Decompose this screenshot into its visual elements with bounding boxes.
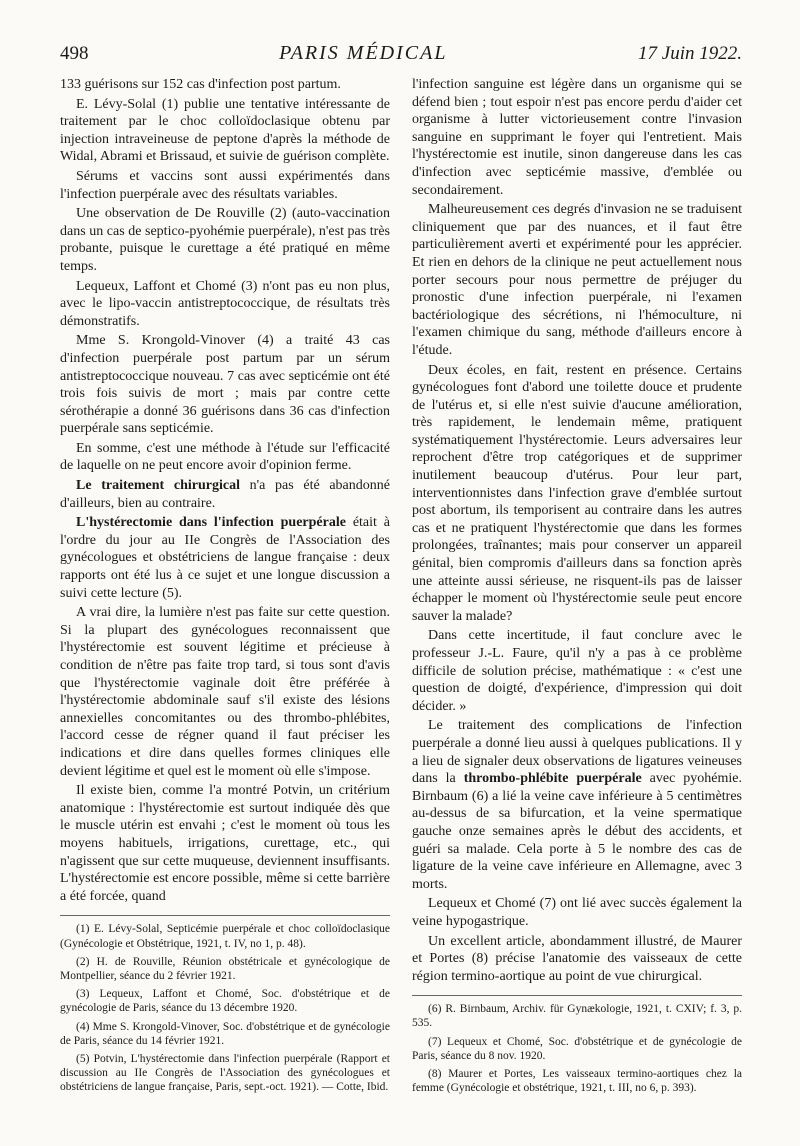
paragraph-text: était à l'ordre du jour au IIe Congrès de l'Association des gynécologues et obstétriciens de langue française : deux rapports ont été lus à ce sujet et une longue discussion a suivi cette lecture (5). [60, 515, 391, 601]
paragraph: A vrai dire, la lumière n'est pas faite sur cette question. Si la plupart des gynécologues reconnaissent que l'hystérectomie est souvent légitime et précieuse à condition de n'être pas faite trop tard, si tous sont d'avis que l'hystérectomie vaginale doit être préférée à l'hystérectomie abdominale sauf s'il existe des lésions annexielles concomitantes ou des thrombo-phlébites, l'accord cesse de régner quand il faut préciser les indications et dire dans quelles formes cliniques elle devient légitime et quel est le moment où elle s'impose. [60, 605, 390, 779]
journal-title: PARIS MÉDICAL [279, 42, 448, 64]
paragraph-text: avec pyohémie. Birnbaum (6) a lié la veine cave inférieure à 5 centimètres au-dessus de sa bifurcation, et la veine spermatique gauche onze semaines après le début des accidents, et guéri sa malade. Cela porte à 5 le nombre des cas de ligature de la veine cave inférieure en Allemagne, avec 3 morts. [412, 771, 742, 892]
bold-lead: L'hystérectomie dans l'infection puerpérale [76, 515, 346, 531]
bold-lead: Le traitement chirurgical [76, 478, 240, 494]
paragraph: Deux écoles, en fait, restent en présence. Certains gynécologues font d'abord une toilette douce et prudente de l'utérus et, si elle n'est suivie d'aucune amélioration, très rapidement, le lendemain même, pratiquent systématiquement l'hystérectomie. Leurs adversaires leur reprochent d'être trop catégoriques et de supprimer inutilement beaucoup d'utérus. Pour leur part, interventionnistes dans l'infection grave d'emblée surtout post abortum, ils temporisent au contraire dans les autres cas et ne pratiquent l'hystérectomie que dans les formes prolongées, traînantes; mais pour conserver un appareil génital, bien compromis d'ailleurs dans sa fonction après une atteinte aussi sérieuse, ne risquent-ils pas de laisser échapper le moment où l'hystérectomie seule peut encore sauver la malade? [412, 362, 742, 624]
paragraph-text: Le traitement des complications de l'infection puerpérale a donné lieu aussi à quelques publications. Il y a lieu de signaler deux observations de ligatures veineuses dans la [412, 718, 742, 787]
paragraph: Un excellent article, abondamment illustré, de Maurer et Portes (8) précise l'anatomie des vaisseaux de cette région termino-aortique au point de vue chirurgical. [412, 933, 742, 984]
right-column [412, 76, 742, 1100]
paragraph: Lequeux, Laffont et Chomé (3) n'ont pas eu non plus, avec le lipo-vaccin antistreptococcique, de résultats très démonstratifs. [60, 278, 390, 329]
page-header [60, 42, 742, 72]
footnote-divider [412, 995, 742, 996]
paragraph [60, 514, 390, 602]
paragraph: Dans cette incertitude, il faut conclure avec le professeur J.-L. Faure, qu'il n'y a pas à ce problème difficile de solution précise, mathématique : « c'est une question de doigté, d'expérience, d'impression qui doit décider. » [412, 628, 742, 714]
footnote-divider [60, 915, 390, 916]
bold-term: thrombo-phlébite puerpérale [463, 771, 642, 787]
paragraph: En somme, c'est une méthode à l'étude sur l'efficacité de laquelle on ne peut encore avoir d'opinion ferme. [60, 440, 390, 474]
footnote: (1) E. Lévy-Solal, Septicémie puerpérale et choc colloïdoclasique (Gynécologie et Obstétrique, 1921, t. IV, no 1, p. 48). [60, 923, 390, 950]
paragraph: Malheureusement ces degrés d'invasion ne se traduisent cliniquement que par des nuances, et il faut être particulièrement averti et expérimenté pour les apprécier. Et rien en dehors de la clinique ne peut actuellement nous porter secours pour nous permettre de préjuger du pronostic d'une infection puerpérale, ni l'examen bactériologique des sécrétions, ni l'hémoculture, ni l'examen chimique du sang, méthode d'ailleurs encore à l'étude. [412, 202, 742, 358]
footnote: (6) R. Birnbaum, Archiv. für Gynækologie, 1921, t. CXIV; f. 3, p. 535. [412, 1003, 742, 1030]
page-number: 498 [60, 43, 89, 64]
footnote: (2) H. de Rouville, Réunion obstétricale et gynécologique de Montpellier, séance du 2 février 1921. [60, 955, 390, 982]
paragraph: Une observation de De Rouville (2) (auto-vaccination dans un cas de septico-pyohémie puerpérale), n'est pas très probante, puisque le curettage a été pratiqué en même temps. [60, 206, 390, 274]
footnote: (3) Lequeux, Laffont et Chomé, Soc. d'obstétrique et de gynécologie de Paris, séance du 13 décembre 1920. [60, 988, 390, 1015]
paragraph: Il existe bien, comme l'a montré Potvin, un critérium anatomique : l'hystérectomie est surtout indiquée dès que le muscle utérin est envahi ; c'est le moment où tous les moyens habituels, irrigations, curettage, etc., qui n'agissent que sur cette muqueuse, deviennent insuffisants. L'hystérectomie est encore possible, même si cette barrière a été forcée, quand [60, 783, 390, 904]
footnote: (7) Lequeux et Chomé, Soc. d'obstétrique et de gynécologie de Paris, séance du 8 nov. 1920. [412, 1035, 742, 1062]
paragraph: 133 guérisons sur 152 cas d'infection post partum. [60, 77, 341, 92]
paragraph [412, 717, 742, 893]
text-columns [60, 76, 742, 1100]
paragraph: Mme S. Krongold-Vinover (4) a traité 43 cas d'infection puerpérale post partum par un sérum antistreptococcique nouveau. 7 cas avec septicémie ont été trois fois suivis de mort ; mais par contre cette sérothérapie a donné 36 guérisons dans 36 cas d'infection puerpérale sans septicémie. [60, 333, 390, 437]
footnote: (5) Potvin, L'hystérectomie dans l'infection puerpérale (Rapport et discussion au IIe Congrès de l'Association des gynécologues et obstétriciens de langue française, Paris, sept.-oct. 1921). — Cotte, Ibid. [60, 1052, 390, 1094]
footnote: (8) Maurer et Portes, Les vaisseaux termino-aortiques chez la femme (Gynécologie et obstétrique, 1921, t. III, no 6, p. 393). [412, 1068, 742, 1095]
issue-date: 17 Juin 1922. [638, 43, 742, 64]
left-column [60, 76, 390, 1100]
footnote: (4) Mme S. Krongold-Vinover, Soc. d'obstétrique et de gynécologie de Paris, séance du 14 février 1921. [60, 1020, 390, 1047]
paragraph: E. Lévy-Solal (1) publie une tentative intéressante de traitement par le choc colloïdoclasique obtenu par injection intraveineuse de peptone d'après la méthode de Widal, Abrami et Brissaud, et suivie de guérison complète. [60, 96, 390, 165]
paragraph: Sérums et vaccins sont aussi expérimentés dans l'infection puerpérale avec des résultats variables. [60, 168, 390, 202]
paragraph: Lequeux et Chomé (7) ont lié avec succès également la veine hypogastrique. [412, 896, 742, 929]
paragraph [60, 477, 390, 512]
paragraph: l'infection sanguine est légère dans un organisme qui se défend bien ; tout espoir n'est pas encore perdu d'aider cet organisme à lutter victorieusement contre l'invasion sanguine en supprimant le foyer qui l'entretient. Mais l'hystérectomie est inutile, sinon dangereuse dans les cas d'infection avec septicémie massive, d'emblée ou secondairement. [412, 77, 742, 198]
paragraph-text: n'a pas été abandonné d'ailleurs, bien au contraire. [60, 478, 390, 511]
